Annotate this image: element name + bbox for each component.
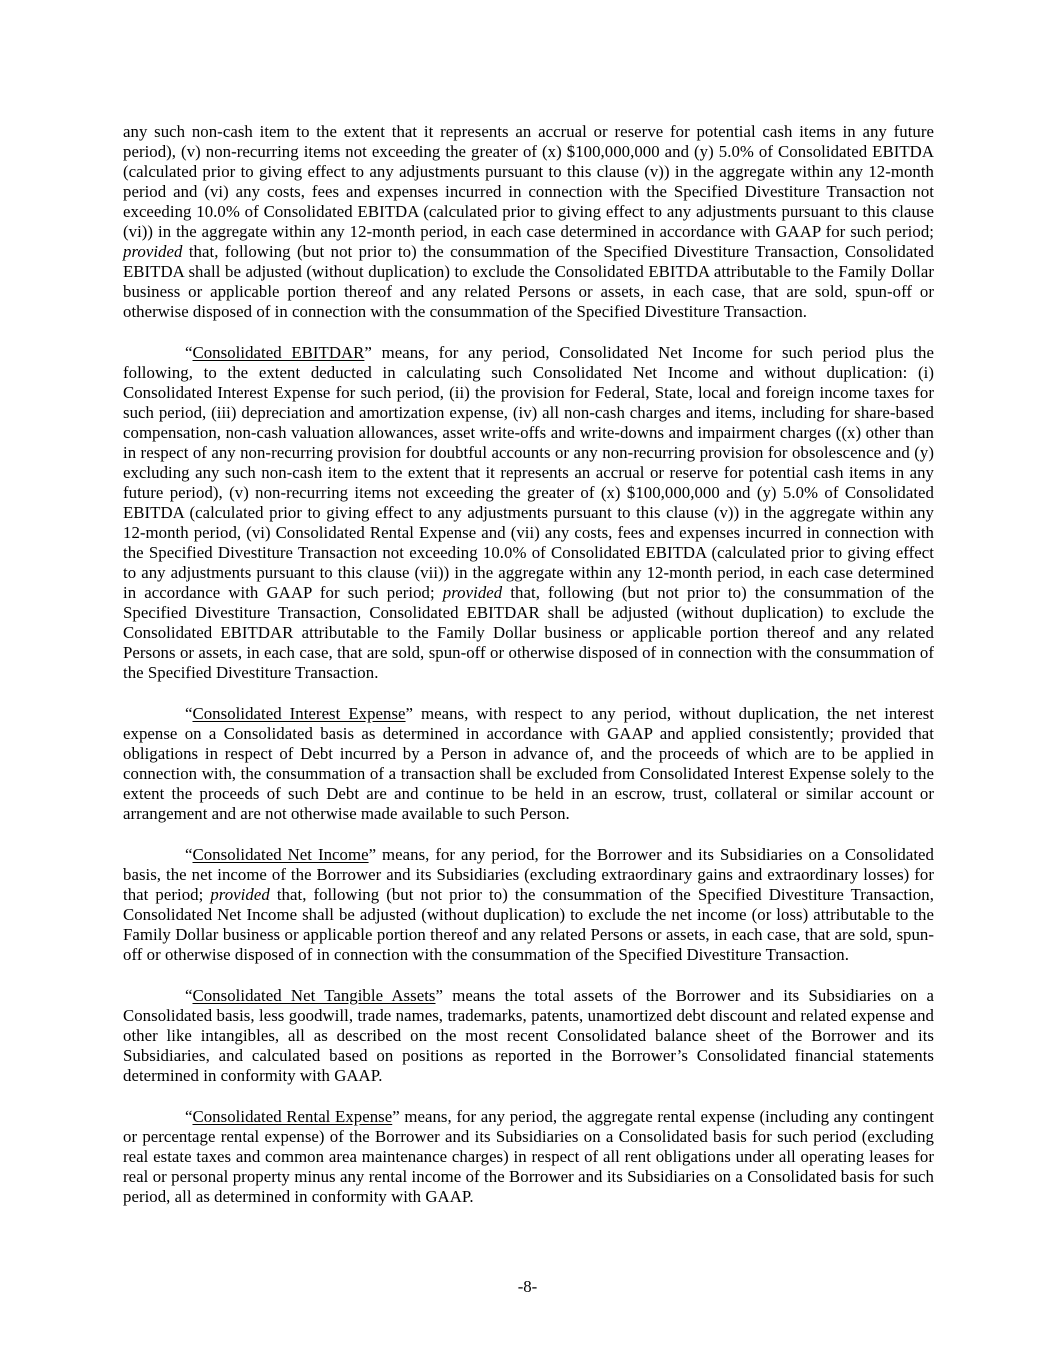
- text-segment: “: [185, 704, 193, 723]
- text-segment: that, following (but not prior to) the consummation of the Specified Divestiture Transaction, Consolidated EBITDA shall be adjusted (without duplication) to exclude the Consolidated EBITDA attributable to the Family Dollar business or applicable portion thereof and any related Persons or assets, in each case, that are sold, spun-off or otherwise disposed of in connection with the consummation of the Specified Divestiture Transaction.: [123, 242, 934, 321]
- paragraph: [123, 845, 934, 965]
- text-segment: ” means, for any period, the aggregate rental expense (including any contingent or percentage rental expense) of the Borrower and its Subsidiaries on a Consolidated basis for such period (excluding real estate taxes and common area maintenance charges) in respect of all rent obligations under all operating leases for real or personal property minus any rental income of the Borrower and its Subsidiaries on a Consolidated basis for such period, all as determined in conformity with GAAP.: [123, 1107, 934, 1206]
- defined-term: Consolidated Net Tangible Assets: [192, 986, 436, 1005]
- text-segment: ” means, for any period, for the Borrower and its Subsidiaries on a Consolidated basis, the net income of the Borrower and its Subsidiaries (excluding extraordinary gains and extraordinary losses) for that period;: [123, 845, 934, 904]
- text-segment: that, following (but not prior to) the consummation of the Specified Divestiture Transaction, Consolidated Net Income shall be adjusted (without duplication) to exclude the net income (or loss) attributable to the Family Dollar business or applicable portion thereof and any related Persons or assets, in each case, that are sold, spun-off or otherwise disposed of in connection with the consummation of the Specified Divestiture Transaction.: [123, 885, 934, 964]
- text-segment: ” means the total assets of the Borrower and its Subsidiaries on a Consolidated basis, less goodwill, trade names, trademarks, patents, unamortized debt discount and related expense and other like intangibles, all as described on the most recent Consolidated balance sheet of the Borrower and its Subsidiaries, and calculated based on positions as reported in the Borrower’s Consolidated financial statements determined in conformity with GAAP.: [123, 986, 934, 1085]
- text-segment: any such non-cash item to the extent that it represents an accrual or reserve for potential cash items in any future period), (v) non-recurring items not exceeding the greater of (x) $100,000,000 and (y) 5.0% of Consolidated EBITDA (calculated prior to giving effect to any adjustments pursuant to this clause (v)) in the aggregate within any 12-month period and (vi) any costs, fees and expenses incurred in connection with the Specified Divestiture Transaction not exceeding 10.0% of Consolidated EBITDA (calculated prior to giving effect to any adjustments pursuant to this clause (vi)) in the aggregate within any 12-month period, in each case determined in accordance with GAAP for such period;: [123, 122, 934, 241]
- text-segment: “: [185, 986, 193, 1005]
- defined-term: Consolidated Net Income: [192, 845, 369, 864]
- text-segment: ” means, with respect to any period, without duplication, the net interest expense on a Consolidated basis as determined in accordance with GAAP and applied consistently; provided that obligations in respect of Debt incurred by a Person in advance of, and the proceeds of which are to be applied in connection with, the consummation of a transaction shall be excluded from Consolidated Interest Expense solely to the extent the proceeds of such Debt are and continue to be held in an escrow, trust, collateral or similar account or arrangement and are not otherwise made available to such Person.: [123, 704, 934, 823]
- defined-term: Consolidated Interest Expense: [192, 704, 406, 723]
- defined-term: Consolidated Rental Expense: [192, 1107, 393, 1126]
- paragraph: [123, 704, 934, 824]
- paragraph: [123, 122, 934, 322]
- document-body: [123, 122, 934, 1228]
- paragraph: [123, 986, 934, 1086]
- emphasized-text: provided: [442, 583, 503, 602]
- text-segment: that, following (but not prior to) the consummation of the Specified Divestiture Transaction, Consolidated EBITDAR shall be adjusted (without duplication) to exclude the Consolidated EBITDAR attributable to the Family Dollar business or applicable portion thereof and any related Persons or assets, in each case, that are sold, spun-off or otherwise disposed of in connection with the consummation of the Specified Divestiture Transaction.: [123, 583, 934, 682]
- text-segment: “: [185, 1107, 193, 1126]
- text-segment: “: [185, 845, 193, 864]
- paragraph: [123, 343, 934, 683]
- page-number: -8-: [517, 1277, 538, 1296]
- paragraph: [123, 1107, 934, 1207]
- defined-term: Consolidated EBITDAR: [192, 343, 365, 362]
- text-segment: “: [185, 343, 193, 362]
- text-segment: ” means, for any period, Consolidated Net Income for such period plus the following, to the extent deducted in calculating such Consolidated Net Income and without duplication: (i) Consolidated Interest Expense for such period, (ii) the provision for Federal, State, local and foreign income taxes for such period, (iii) depreciation and amortization expense, (iv) all non-cash charges and items, including for share-based compensation, non-cash valuation allowances, asset write-offs and write-downs and impairment charges ((x) other than in respect of any non-recurring provision for doubtful accounts or any non-recurring provision for obsolescence and (y) excluding any such non-cash item to the extent that it represents an accrual or reserve for potential cash items in any future period), (v) non-recurring items not exceeding the greater of (x) $100,000,000 and (y) 5.0% of Consolidated EBITDA (calculated prior to giving effect to any adjustments pursuant to this clause (v)) in the aggregate within any 12-month period, (vi) Consolidated Rental Expense and (vii) any costs, fees and expenses incurred in connection with the Specified Divestiture Transaction not exceeding 10.0% of Consolidated EBITDA (calculated prior to giving effect to any adjustments pursuant to this clause (vii)) in the aggregate within any 12-month period, in each case determined in accordance with GAAP for such period;: [123, 343, 934, 602]
- emphasized-text: provided: [210, 885, 270, 904]
- emphasized-text: provided: [123, 242, 183, 261]
